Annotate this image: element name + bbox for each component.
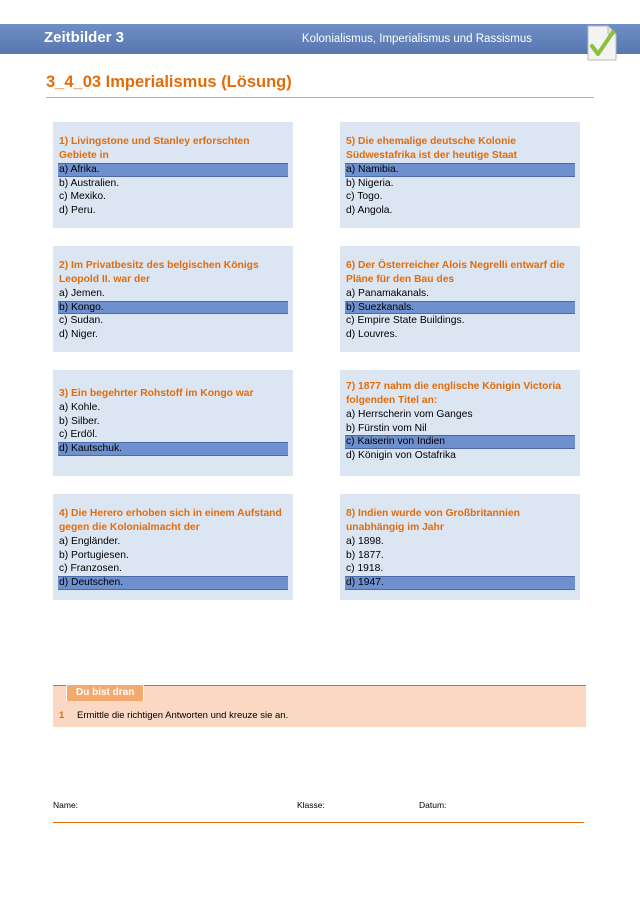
question-card-3 — [53, 370, 293, 476]
answer-option[interactable]: c) Franzosen. — [59, 563, 122, 575]
answer-option-correct[interactable]: d) Deutschen. — [58, 576, 288, 590]
answer-option[interactable]: a) 1898. — [346, 536, 384, 547]
answer-option-correct[interactable]: a) Namibia. — [345, 163, 575, 177]
question-text: 2) Im Privatbesitz des belgischen Königs Leopold II. war der — [59, 260, 259, 285]
date-label: Datum: — [419, 800, 447, 810]
answer-option-correct[interactable]: a) Afrika. — [58, 163, 288, 177]
answer-option-correct[interactable]: d) Kautschuk. — [58, 442, 288, 456]
page-header — [0, 0, 640, 60]
question-card-5 — [340, 122, 580, 228]
answer-option[interactable]: d) Königin von Ostafrika — [346, 450, 456, 462]
question-text: 6) Der Österreicher Alois Negrelli entwarf die Pläne für den Bau des — [346, 260, 565, 285]
question-card-2 — [53, 246, 293, 352]
question-card-1 — [53, 122, 293, 228]
task-instruction: Ermittle die richtigen Antworten und kreuze sie an. — [77, 710, 289, 721]
title-divider — [46, 97, 594, 98]
class-label: Klasse: — [297, 800, 325, 810]
question-text: 8) Indien wurde von Großbritannien unabhängig im Jahr — [346, 508, 520, 533]
answer-option-correct[interactable]: c) Kaiserin von Indien — [345, 435, 575, 449]
answer-option[interactable]: b) Silber. — [59, 415, 100, 427]
question-text: 3) Ein begehrter Rohstoff im Kongo war — [59, 388, 254, 399]
page-title: 3_4_03 Imperialismus (Lösung) — [46, 73, 292, 91]
worksheet-document-icon — [580, 22, 620, 64]
answer-option[interactable]: a) Jemen. — [59, 288, 105, 299]
question-text: 1) Livingstone und Stanley erforschten Gebiete in — [59, 136, 250, 161]
question-card-8 — [340, 494, 580, 600]
answer-option[interactable]: a) Herrscherin vom Ganges — [346, 409, 473, 420]
task-tab-label: Du bist dran — [66, 685, 144, 701]
answer-option[interactable]: c) 1918. — [346, 563, 384, 575]
answer-option[interactable]: d) Louvres. — [346, 329, 398, 341]
answer-option-correct[interactable]: b) Suezkanals. — [345, 301, 575, 315]
answer-option[interactable]: d) Peru. — [59, 205, 96, 217]
footer-divider — [53, 822, 584, 823]
question-text: 5) Die ehemalige deutsche Kolonie Südwestafrika ist der heutige Staat — [346, 136, 518, 161]
answer-option[interactable]: c) Sudan. — [59, 315, 104, 327]
answer-option-correct[interactable]: b) Kongo. — [58, 301, 288, 315]
question-text: 7) 1877 nahm die englische Königin Victoria folgenden Titel an: — [346, 381, 561, 406]
answer-option[interactable]: c) Empire State Buildings. — [346, 315, 465, 327]
answer-option[interactable]: d) Niger. — [59, 329, 98, 341]
answer-option[interactable]: c) Togo. — [346, 191, 383, 203]
answer-option[interactable]: b) 1877. — [346, 549, 384, 561]
task-number: 1 — [59, 710, 65, 721]
answer-option[interactable]: b) Portugiesen. — [59, 549, 129, 561]
answer-option[interactable]: b) Nigeria. — [346, 177, 394, 189]
question-card-4 — [53, 494, 293, 600]
answer-option[interactable]: b) Australien. — [59, 177, 120, 189]
book-title: Zeitbilder 3 — [44, 29, 125, 46]
answer-option[interactable]: a) Kohle. — [59, 402, 101, 413]
answer-option[interactable]: a) Engländer. — [59, 536, 121, 547]
answer-option[interactable]: b) Fürstin vom Nil — [346, 422, 427, 434]
answer-option[interactable]: d) Angola. — [346, 205, 393, 217]
chapter-topic: Kolonialismus, Imperialismus und Rassismus — [301, 33, 532, 45]
question-text: 4) Die Herero erhoben sich in einem Aufstand gegen die Kolonialmacht der — [59, 508, 282, 533]
answer-option-correct[interactable]: d) 1947. — [345, 576, 575, 590]
question-card-6 — [340, 246, 580, 352]
question-card-7 — [340, 370, 580, 476]
answer-option[interactable]: a) Panamakanals. — [346, 288, 429, 299]
name-label: Name: — [53, 800, 79, 810]
task-box — [53, 685, 586, 727]
answer-option[interactable]: c) Erdöl. — [59, 429, 98, 441]
answer-option[interactable]: c) Mexiko. — [59, 191, 106, 203]
